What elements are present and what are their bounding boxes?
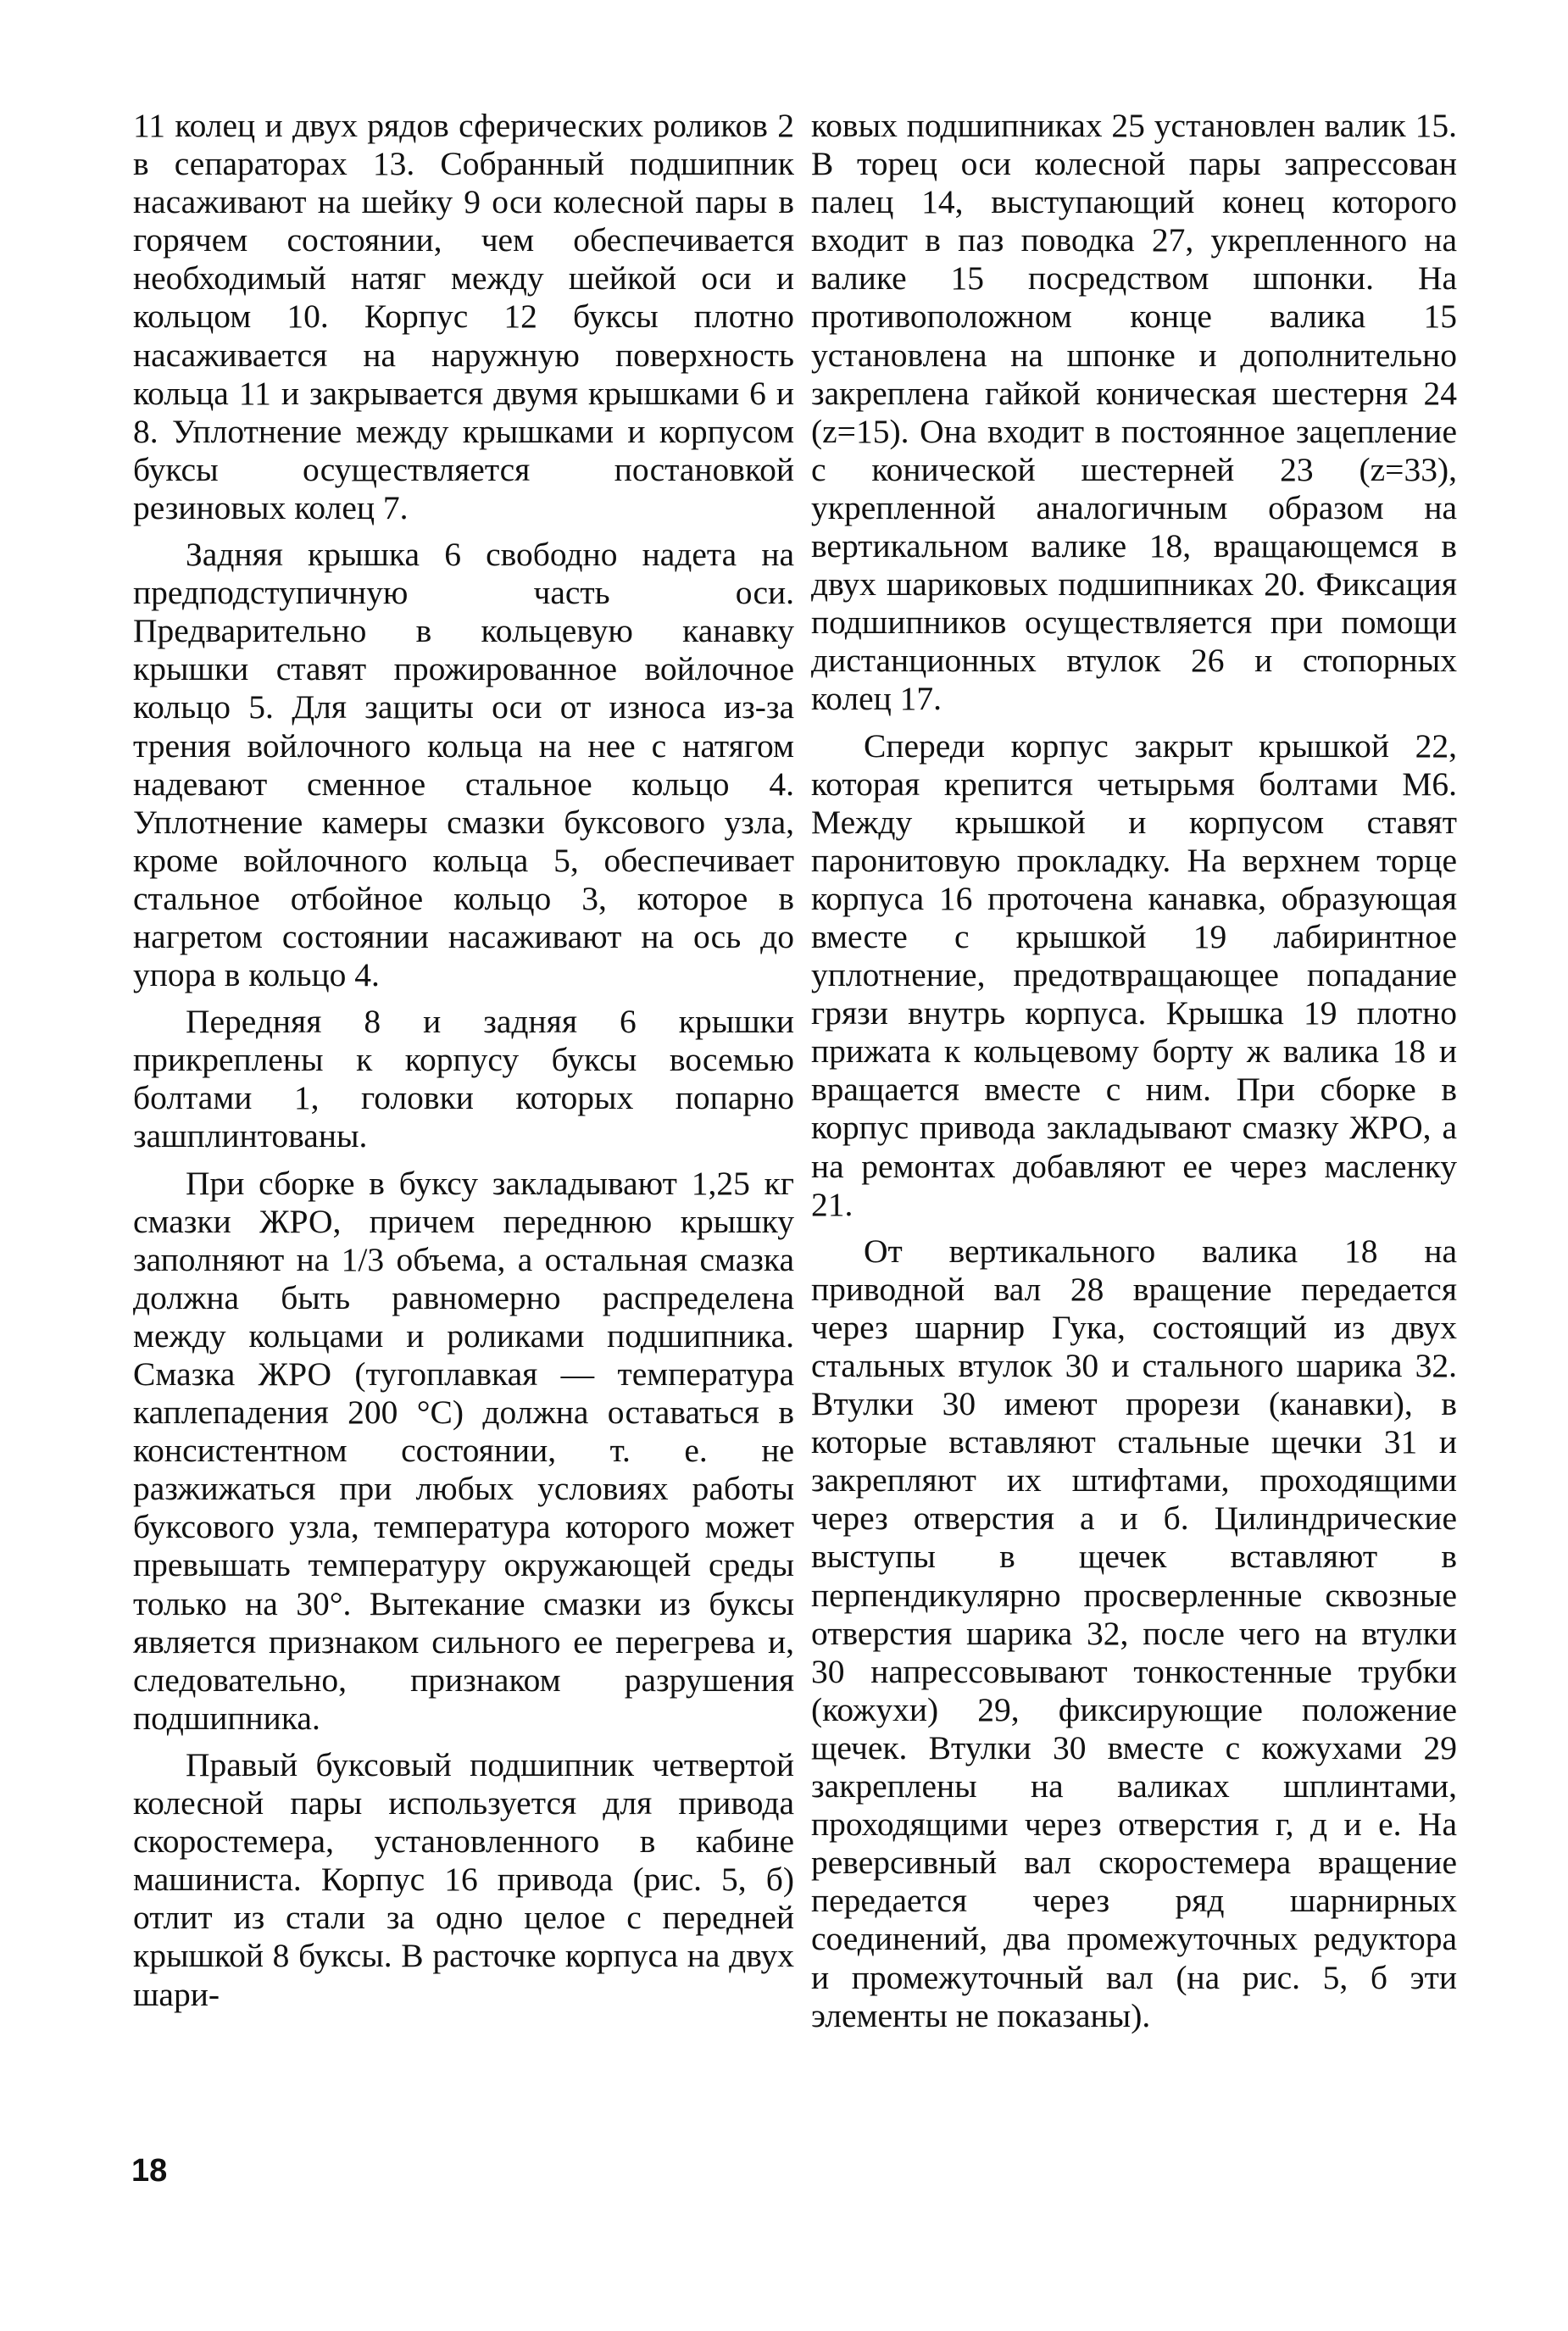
left-text-column [133, 107, 794, 2015]
paragraph-left-5: Правый буксовый подшипник четвертой колесной пары используется для привода скоростемера, установленного в кабине машиниста. Корпус 16 привода (рис. 5, б) отлит из стали за одно целое с передней крышкой 8 буксы. В расточке корпуса на двух шари- [133, 1745, 794, 2013]
paragraph-left-1: 11 колец и двух рядов сферических роликов 2 в сепараторах 13. Собранный подшипник насаживают на шейку 9 оси колесной пары в горячем состоянии, чем обеспечивается необходимый натяг между шейкой оси и кольцом 10. Корпус 12 буксы плотно насаживается на наружную поверхность кольца 11 и закрывается двумя крышками 6 и 8. Уплотнение между крышками и корпусом буксы осуществляется постановкой резиновых колец 7. [133, 107, 794, 526]
paragraph-right-2: Спереди корпус закрыт крышкой 22, которая крепится четырьмя болтами М6. Между крышкой и корпусом ставят паронитовую прокладку. На верхнем торце корпуса 16 проточена канавка, образующая вместе с крышкой 19 лабиринтное уплотнение, предотвращающее попадание грязи внутрь корпуса. Крышка 19 плотно прижата к кольцевому борту ж валика 18 и вращается вместе с ним. При сборке в корпус привода закладывают смазку ЖРО, а на ремонтах добавляют ее через масленку 21. [811, 726, 1457, 1223]
paragraph-right-1: ковых подшипниках 25 установлен валик 15. В торец оси колесной пары запрессован палец 14, выступающий конец которого входит в паз поводка 27, укрепленного на валике 15 посредством шпонки. На противоположном конце валика 15 установлена на шпонке и дополнительно закреплена гайкой коническая шестерня 24 (z=15). Она входит в постоянное зацепление с конической шестерней 23 (z=33), укрепленной аналогичным образом на вертикальном валике 18, вращающемся в двух шариковых подшипниках 20. Фиксация подшипников осуществляется при помощи дистанционных втулок 26 и стопорных колец 17. [811, 107, 1457, 718]
paragraph-left-3: Передняя 8 и задняя 6 крышки прикреплены к корпусу буксы восемью болтами 1, головки которых попарно зашплинтованы. [133, 1003, 794, 1155]
paragraph-left-2: Задняя крышка 6 свободно надета на предподступичную часть оси. Предварительно в кольцевую канавку крышки ставят прожированное войлочное кольцо 5. Для защиты оси от износа из-за трения войлочного кольца на нее с натягом надевают сменное стальное кольцо 4. Уплотнение камеры смазки буксового узла, кроме войлочного кольца 5, обеспечивает стальное отбойное кольцо 3, которое в нагретом состоянии насаживают на ось до упора в кольцо 4. [133, 536, 794, 994]
right-text-column [811, 107, 1457, 2036]
paragraph-left-4: При сборке в буксу закладывают 1,25 кг смазки ЖРО, причем переднюю крышку заполняют на 1/3 объема, а остальная смазка должна быть равномерно распределена между кольцами и роликами подшипника. Смазка ЖРО (тугоплавкая — температура каплепадения 200 °С) должна оставаться в консистентном состоянии, т. е. не разжижаться при любых условиях работы буксового узла, температура которого может превышать температуру окружающей среды только на 30°. Вытекание смазки из буксы является признаком сильного ее перегрева и, следовательно, признаком разрушения подшипника. [133, 1164, 794, 1737]
paragraph-right-3: От вертикального валика 18 на приводной вал 28 вращение передается через шарнир Гука, состоящий из двух стальных втулок 30 и стального шарика 32. Втулки 30 имеют прорези (канавки), в которые вставляют стальные щечки 31 и закрепляют их штифтами, проходящими через отверстия а и б. Цилиндрические выступы в щечек вставляют в перпендикулярно просверленные сквозные отверстия шарика 32, после чего на втулки 30 напрессовывают тонкостенные трубки (кожухи) 29, фиксирующие положение щечек. Втулки 30 вместе с кожухами 29 закреплены на валиках шплинтами, проходящими через отверстия г, д и е. На реверсивный вал скоростемера вращение передается через ряд шарнирных соединений, два промежуточных редуктора и промежуточный вал (на рис. 5, б эти элементы не показаны). [811, 1232, 1457, 2034]
page-number: 18 [131, 2153, 168, 2189]
